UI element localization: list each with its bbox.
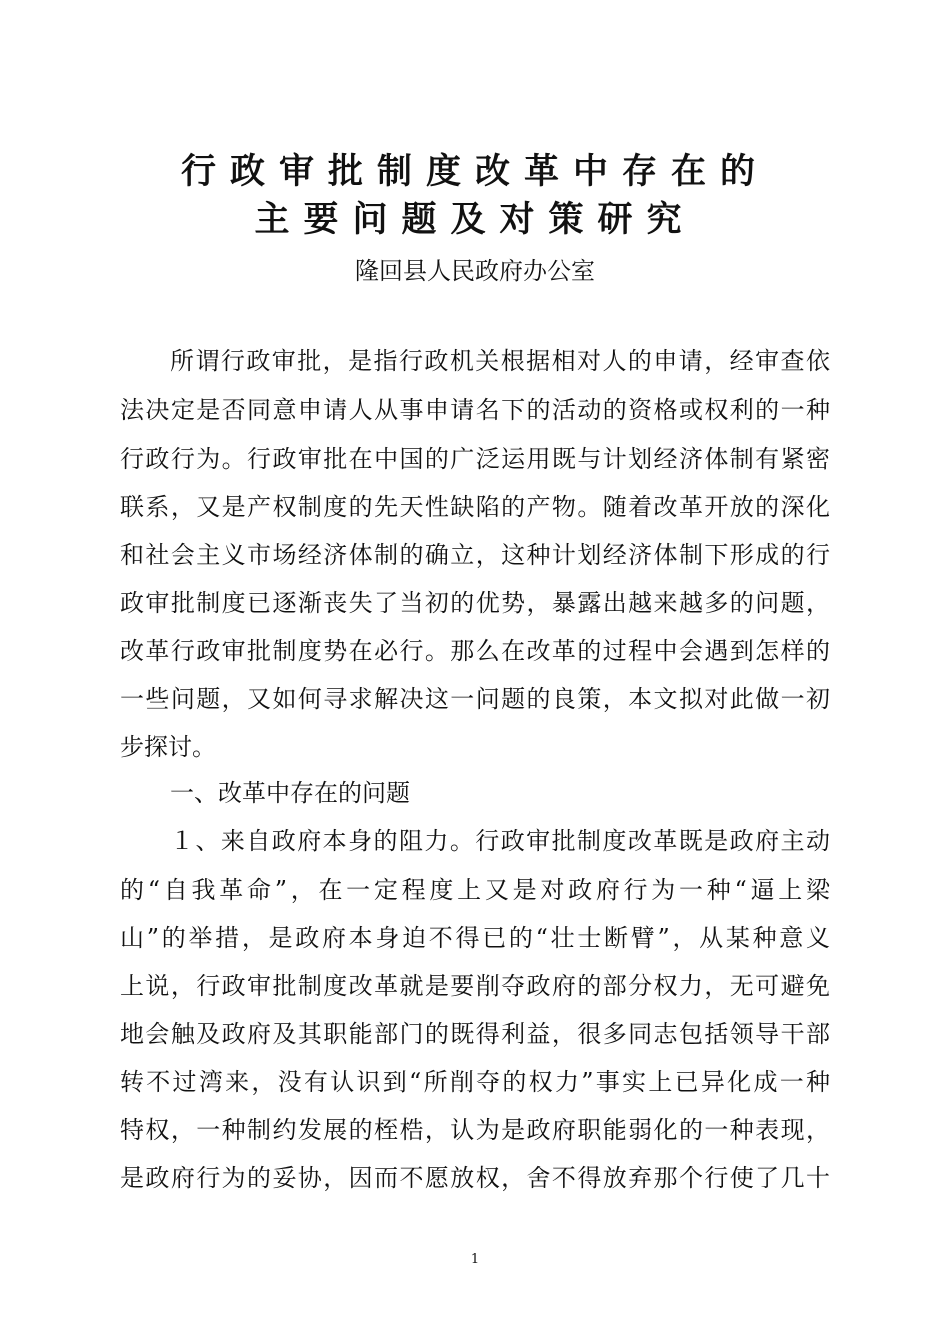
body-line: 地会触及政府及其职能部门的既得利益，很多同志包括领导干部 xyxy=(120,1020,830,1048)
body-line: 改革行政审批制度势在必行。那么在改革的过程中会遇到怎样的 xyxy=(120,637,830,665)
body-line: 行政行为。行政审批在中国的广泛运用既与计划经济体制有紧密 xyxy=(120,445,830,473)
body-line: １、来自政府本身的阻力。行政审批制度改革既是政府主动 xyxy=(170,827,830,855)
body-line: 所谓行政审批，是指行政机关根据相对人的申请，经审查依 xyxy=(170,347,830,375)
body-line: 转不过湾来，没有认识到“所削夺的权力”事实上已异化成一种 xyxy=(120,1068,830,1096)
body-line: 是政府行为的妥协，因而不愿放权，舍不得放弃那个行使了几十 xyxy=(120,1164,830,1192)
body-line: 和社会主义市场经济体制的确立，这种计划经济体制下形成的行 xyxy=(120,541,830,569)
body-line: 一些问题，又如何寻求解决这一问题的良策，本文拟对此做一初 xyxy=(120,685,830,713)
body-line: 政审批制度已逐渐丧失了当初的优势，暴露出越来越多的问题， xyxy=(120,589,830,617)
body-line: 法决定是否同意申请人从事申请名下的活动的资格或权利的一种 xyxy=(120,396,830,424)
document-title-line-1: 行政审批制度改革中存在的 xyxy=(180,151,769,192)
body-line: 步探讨。 xyxy=(120,733,216,761)
document-title-line-2: 主要问题及对策研究 xyxy=(254,199,696,240)
body-line: 联系，又是产权制度的先天性缺陷的产物。随着改革开放的深化 xyxy=(120,493,830,521)
document-author: 隆回县人民政府办公室 xyxy=(355,257,595,285)
section-heading: 一、改革中存在的问题 xyxy=(170,779,410,807)
body-line: 特权，一种制约发展的桎梏，认为是政府职能弱化的一种表现， xyxy=(120,1116,830,1144)
body-line: 山”的举措，是政府本身迫不得已的“壮士断臂”，从某种意义 xyxy=(120,924,830,952)
body-line: 上说，行政审批制度改革就是要削夺政府的部分权力，无可避免 xyxy=(120,972,830,1000)
body-line: 的“自我革命”，在一定程度上又是对政府行为一种“逼上梁 xyxy=(120,876,830,904)
page-number: 1 xyxy=(470,1252,480,1267)
